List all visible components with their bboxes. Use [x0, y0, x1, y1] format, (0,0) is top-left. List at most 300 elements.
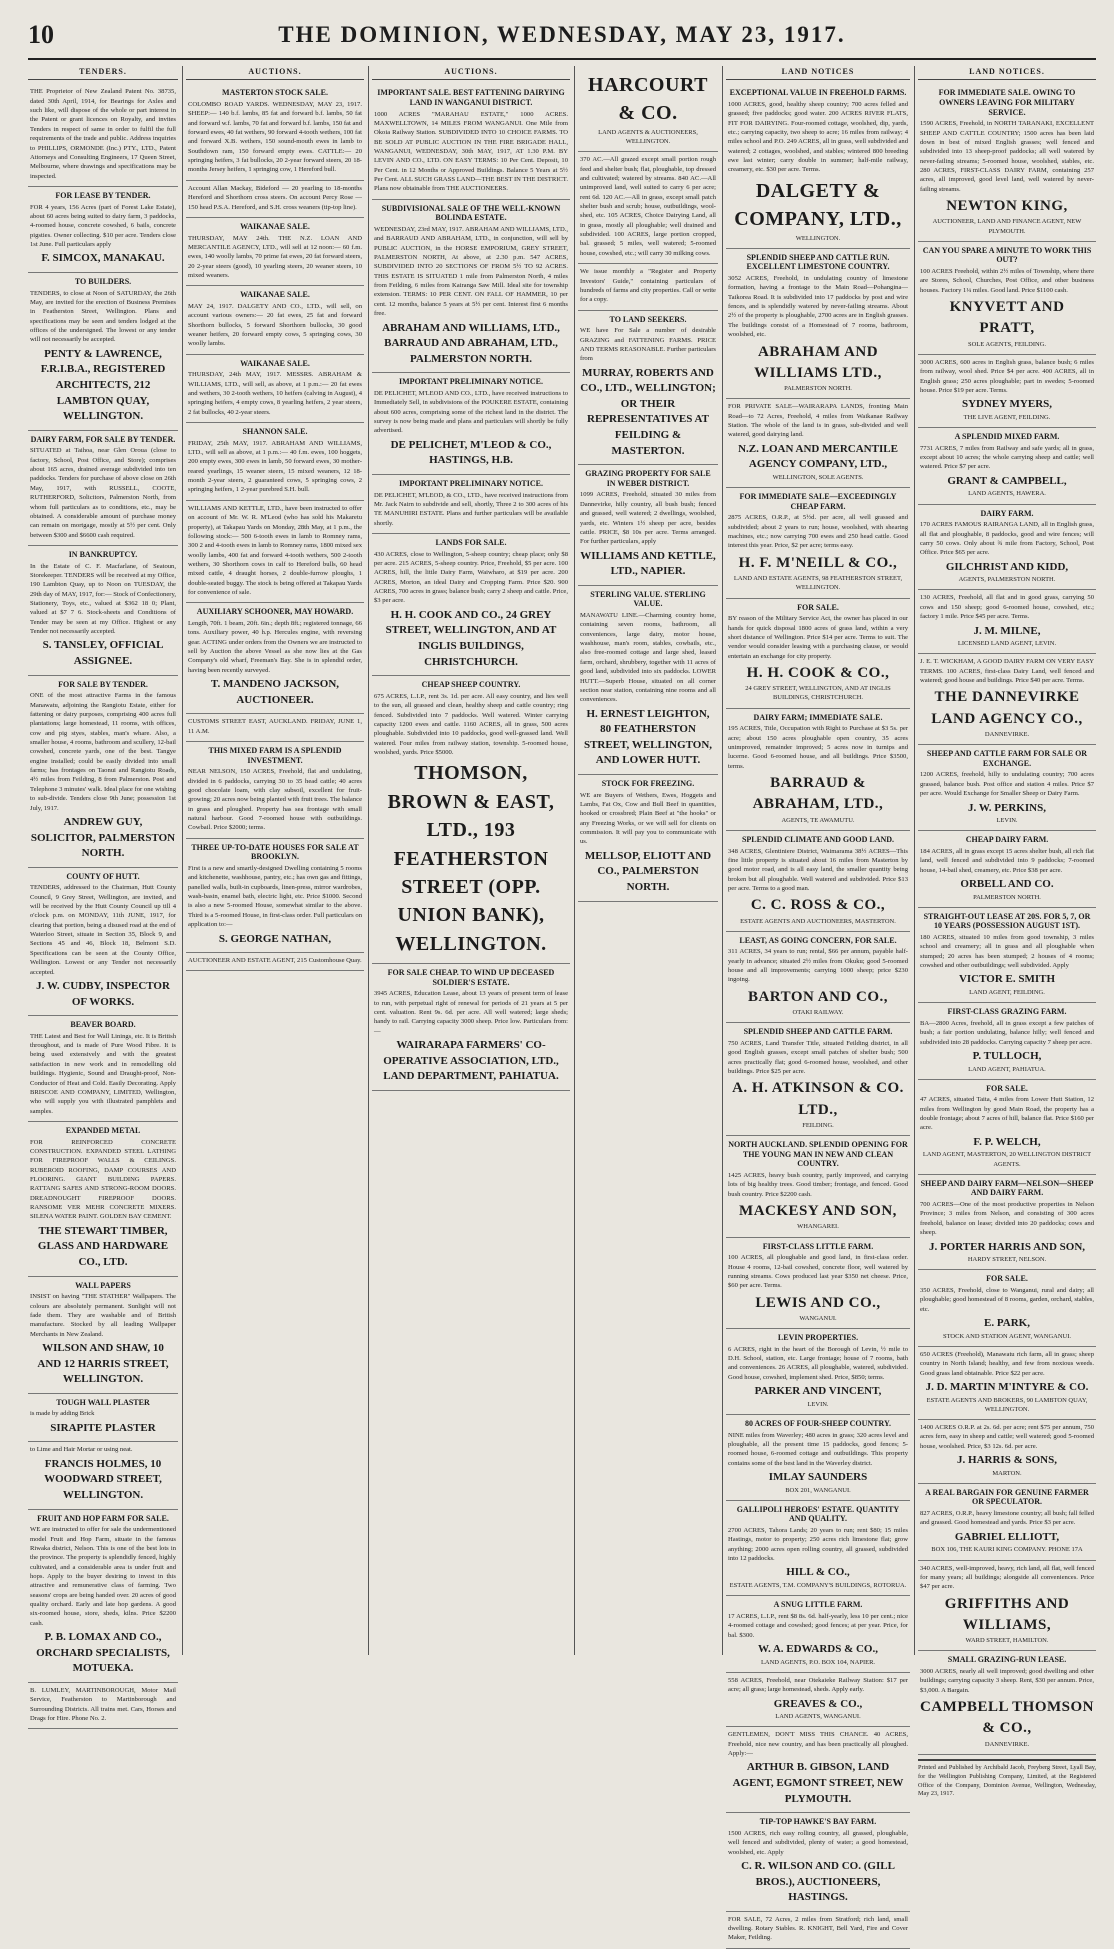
advertisement [186, 953, 364, 971]
advertisement [918, 590, 1096, 654]
ad-heading: FOR IMMEDIATE SALE—EXCEEDINGLY CHEAP FARM. [739, 492, 897, 511]
ad-body: 3052 ACRES, Freehold, in undulating country of limestone formation, having a frontage to the Main Road—Pohangina—Taikorea Road. It is subdivided into 17 paddocks by post and wire fences, and is splendidly watered by never-failing streams. About 2½ of the property is ploughable, 2700 acres are in English grasses. The buildings consist of a Homestead of 7 rooms, bathroom, woolshed, etc. [728, 275, 908, 339]
ad-heading: TIP-TOP HAWKE'S BAY FARM. [759, 1817, 877, 1827]
advertisement [918, 1561, 1096, 1652]
ad-heading: 80 ACRES OF FOUR-SHEEP COUNTRY. [744, 1418, 892, 1428]
ad-firm-address: WELLINGTON, SOLE AGENTS. [772, 474, 864, 481]
advertisement [186, 84, 364, 180]
advertisement [578, 775, 718, 902]
ad-body: 3000 ACRES, 600 acres in English grass, balance bush; 6 miles from railway, wool shed. Price $4 per acre. 400 ACRES, all in English grass; 250 acres ploughable; part in swedes; 5-roomed house. Price $19 per acre. Terms. [920, 358, 1094, 394]
ad-firm-name: E. PARK, [984, 1317, 1030, 1329]
advertisement [28, 273, 178, 431]
column-divider [574, 66, 575, 1655]
ad-firm-name: GREAVES & CO., [773, 1697, 863, 1710]
ad-heading: COUNTY OF HUTT. [66, 871, 140, 881]
advertisement [28, 676, 178, 868]
ad-heading: A SNUG LITTLE FARM. [773, 1600, 863, 1610]
ad-body: J. E. T. WICKHAM, A GOOD DAIRY FARM ON VERY EASY TERMS. 100 ACRES, first-class Dairy Land, well fenced and watered; good house and buildings. Price $40 per acre. Terms. [920, 658, 1094, 685]
ad-firm-name: ABRAHAM AND WILLIAMS LTD., [754, 343, 882, 381]
ad-body: NINE miles from Waverley; 480 acres in grass; 320 acres level and ploughable, all the present time 15 paddocks, good fences; 5-roomed house, 6-roomed cottage and outbuildings. This property contains some of the best land in the Waverley district. [728, 1431, 908, 1467]
ad-firm-name: DE PELICHET, M'LEOD & CO., HASTINGS, H.B. [390, 438, 552, 467]
ad-body: WE have For Sale a number of desirable GRAZING and FATTENING FARMS. PRICE AND TERMS REASONABLE. Further particulars from [580, 327, 716, 363]
ad-heading: CHEAP SHEEP COUNTRY. [421, 680, 521, 690]
ad-heading: SHEEP AND DAIRY FARM—NELSON—SHEEP AND DAIRY FARM. [920, 1178, 1094, 1198]
column-divider [914, 66, 915, 1655]
ad-firm-address: LEVIN. [996, 817, 1018, 825]
ad-body: We issue monthly a "Register and Property Investors' Guide," containing particulars of hundreds of farms and city properties. Call or write for a copy. [580, 268, 716, 304]
ad-heading: EXPANDED METAL [65, 1125, 141, 1135]
ad-firm-name: FRANCIS HOLMES, 10 WOODWARD STREET, WELLINGTON. [44, 1457, 162, 1501]
advertisement [726, 831, 910, 932]
ad-firm-name: J. W. PERKINS, [968, 801, 1046, 814]
ad-firm-address: LAND AGENTS, HAWERA. [968, 490, 1046, 498]
column-header: AUCTIONS. [372, 66, 570, 80]
ad-body: 6 ACRES, right in the heart of the Borough of Levin, ½ mile to D.H. School, station, etc. Large frontage; house of 7 rooms, bath and conveniences. 26 ACRES, all ploughable, watered, subdivided. Good house, cowshed, implement shed. Price, $850; terms. [728, 1345, 908, 1381]
ad-body: 1425 ACRES, heavy bush country, partly improved, and carrying lots of big healthy trees. Good timber; frontage, and fenced. Good bush country. Price $2200 cash. [728, 1171, 908, 1198]
ad-firm-name: ORBELL AND CO. [960, 878, 1054, 891]
ad-body: to Lime and Hair Mortar or using neat. [30, 1446, 133, 1454]
ad-heading: SHANNON SALE. [242, 427, 308, 437]
ad-firm-address: ESTATE AGENTS AND BROKERS, 90 LAMBTON QUAY, WELLINGTON. [926, 1396, 1088, 1413]
column-divider [368, 66, 369, 1655]
ad-firm-name: J. W. CUDBY, INSPECTOR OF WORKS. [36, 979, 170, 1008]
ad-body: 7731 ACRES, 7 miles from Railway and safe yards; all in grass, except about 10 acres; the whole carrying sheep and cattle; well watered. Price $7 per acre. [920, 444, 1094, 471]
advertisement [726, 1136, 910, 1237]
advertisement [918, 1175, 1096, 1270]
ad-body: 348 ACRES, Glentiniere District, Waimarama 38½ ACRES—This fine little property is situated about 16 miles from Masterton by good motor road, and is all easy land, the smaller quantity being broken but all ploughable. Well watered and subdivided. Price $13 per acre. Terms to a good man. [728, 847, 908, 892]
ad-body: TENDERS, addressed to the Chairman, Hutt County Council, 9 Grey Street, Wellington, are invited, and will be received by the Hutt County Council up till 4 o'clock p.m. on MONDAY, 11th JUNE, 1917, for clearing that portion, being a disused road at the end of Waterloo Street, situate in Section 35, Block 9, and Sections 45 and 46, Block 18, Belmont S.D. Specifications can be seen at the County Office, Wellington. Lowest or any Tender not necessarily accepted. [30, 884, 176, 976]
ad-heading: THIS MIXED FARM IS A SPLENDID INVESTMENT. [208, 746, 342, 765]
ad-body: FRIDAY, 25th MAY, 1917. ABRAHAM AND WILLIAMS, LTD., will sell as above, at 1 p.m.:— 40 f.m. ewes, 100 hoggets, 200 empty ewes, 300 ewes in lamb, 50 forward ewes, 30 mother-reared yearlings, 15 weaner steers, 15 mixed weaners, 12 18-month 2-year steers, 2 guaranteed cows, 5 springing cows, 2 springing heifers, 1 2-year purebred S.H. bull. [188, 439, 362, 494]
ad-body: GENTLEMEN, DON'T MISS THIS CHANCE. 40 ACRES, Freehold, nice new country, and has been practically all ploughed. Apply:— [728, 1731, 908, 1758]
ad-heading: STOCK FOR FREEZING. [601, 779, 695, 789]
ad-heading: FIRST-CLASS GRAZING FARM. [947, 1007, 1067, 1017]
advertisement [28, 1016, 178, 1122]
ad-firm-address: MARTON. [992, 1469, 1022, 1477]
advertisement [186, 714, 364, 742]
ad-heading: WALL PAPERS [75, 1280, 131, 1290]
ad-heading: DAIRY FARM; IMMEDIATE SALE. [753, 712, 883, 722]
ad-body: FOR PRIVATE SALE—WAIRARAPA LANDS, fronting Main Road—to 72 Acres, Freehold, 4 miles from Waikanae Railway Station. The whole of the land is in grass, sub-divided and well watered, good dairying land. [728, 403, 908, 439]
ad-body: ONE of the most attractive Farms in the famous Manawatu, adjoining the Rangiotu Estate, either for fattening or dairy purposes, comprising 400 acres full plantations; large homestead, 11 rooms, with offices, cow and pig styes, stables, man's whare. Also, a smaller house, 4 rooms, bathroom and scullery, 12-bail cowshed, concrete yards, one of the best. Tangye engine installed; could be easily divided into small farms; has frontages on Taonui and Rangiotu Roads, 4½ miles from Feilding, 8 from Palmerston. Post and Telephone 3 minutes' walk. Ideal place for one wishing to sub-divide. Tenders close 9th June; possession 1st July, 1917. [30, 692, 176, 812]
advertisement [186, 218, 364, 286]
column-auctions-stock [186, 66, 364, 1655]
ad-firm-name: P. TULLOCH, [972, 1049, 1042, 1062]
ad-heading: FIRST-CLASS LITTLE FARM. [762, 1241, 874, 1251]
advertisement [726, 399, 910, 488]
ad-firm-address: HARDY STREET, NELSON. [967, 1256, 1047, 1264]
column-header: LAND NOTICES [726, 66, 910, 80]
ad-body: 100 ACRES, all ploughable and good land, in first-class order. House 4 rooms, 12-bail cowshed, concrete floor, well watered by running streams. Cows produced last year $350 net cheese. Price, $60 per acre. Terms. [728, 1254, 908, 1290]
ad-firm-address: AGENTS, TE AWAMUTU. [781, 816, 855, 824]
ad-firm-address: STOCK AND STATION AGENT, WANGANUI. [942, 1332, 1072, 1340]
ad-body: FOR 4 years, 156 Acres (part of Forest Lake Estate), about 60 acres being suited to dairy farm, 3 paddocks, 4-roomed house, concrete cowshed, 6 bails, concrete pigsties. Owner collecting. $10 per acre. Tenders close 1st June. Full particulars apply [30, 203, 176, 248]
ad-firm-name: J. PORTER HARRIS AND SON, [928, 1240, 1086, 1253]
ad-firm-address: FEILDING. [802, 1121, 834, 1129]
ad-firm-name: HILL & CO., [786, 1566, 850, 1579]
newspaper-title: THE DOMINION, WEDNESDAY, MAY 23, 1917. [278, 22, 846, 47]
ad-firm-address: LAND AGENTS, WANGANUI. [775, 1713, 861, 1721]
advertisement [186, 181, 364, 218]
ad-firm-name: WILLIAMS AND KETTLE, LTD., NAPIER. [580, 549, 716, 578]
ad-firm-address: WHANGAREI. [797, 1223, 839, 1231]
ad-heading: LEVIN PROPERTIES. [777, 1333, 859, 1343]
ad-heading: FOR IMMEDIATE SALE. OWING TO OWNERS LEAVING FOR MILITARY SERVICE. [938, 88, 1076, 117]
ad-firm-name: THE DANNEVIRKE LAND AGENCY CO., [931, 689, 1083, 727]
advertisement [372, 964, 570, 1091]
ad-firm-name: MURRAY, ROBERTS AND CO., LTD., WELLINGTON; OR THEIR REPRESENTATIVES AT FEILDING & MASTERTON. [580, 366, 716, 457]
ad-heading: NORTH AUCKLAND. SPLENDID OPENING FOR THE YOUNG MAN IN NEW AND CLEAN COUNTRY. [728, 1140, 908, 1169]
ad-heading: A REAL BARGAIN FOR GENUINE FARMER OR SPECULATOR. [925, 1487, 1089, 1507]
ad-heading: FOR SALE CHEAP. TO WIND UP DECEASED SOLDIER'S ESTATE. [387, 968, 555, 987]
ad-body: 311 ACRES, 34 years to run; rental, $66 per annum, payable half-yearly in advance; situated 2½ miles from Okuku; good 5-roomed house and all improvements; carrying 1000 sheep; price $230 ingoing. [728, 948, 908, 984]
advertisement [28, 868, 178, 1016]
column-header: LAND NOTICES. [918, 66, 1096, 80]
ad-body: Length, 70ft. 1 beam, 20ft. 6in.; depth 8ft.; registered tonnage, 66 tons. Auxiliary power, 40 h.p. Hercules engine, with reversing gear. ACTING under orders from the Owners we are instructed to sell by Auction the above Vessel as she now lies at the Gas Company's old wharf, Freeman's Bay. She is in splendid order, having been recently surveyed. [188, 620, 362, 674]
ad-heading: FOR SALE. [986, 1274, 1028, 1284]
advertisement [726, 709, 910, 831]
ad-body: 350 ACRES, Freehold, close to Wanganui, rural and dairy; all ploughable; good homestead of 8 rooms, garden, orchard, stables, etc. [920, 1286, 1094, 1313]
ad-firm-address: LEVIN. [807, 1400, 829, 1408]
ad-firm-name: GRIFFITHS AND WILLIAMS, [944, 1595, 1070, 1633]
ad-firm-address: THE LIVE AGENT, FEILDING. [963, 413, 1051, 421]
ad-body: 47 ACRES, situated Taita, 4 miles from Lower Hutt Station, 12 miles from Wellington by good Main Road, the property has a double frontage; about 7 acres of hill, balance flat. Price $160 per acre. [920, 1096, 1094, 1132]
advertisement [186, 839, 364, 953]
ad-heading: STRAIGHT-OUT LEASE AT 20S. FOR 5, 7, OR 10 YEARS (POSSESSION AUGUST 1ST). [923, 911, 1091, 931]
ad-heading: IN BANKRUPTCY. [68, 549, 138, 559]
ad-heading: BEAVER BOARD. [70, 1020, 136, 1030]
ad-body: 750 ACRES, Land Transfer Title, situated Feilding district, in all good English grasses, except small patches of shelter bush; 500 acres practically flat; good 6-roomed house, woolshed, and other buildings. Price $25 per acre. [728, 1039, 908, 1076]
ad-firm-name: HARCOURT & CO. [588, 74, 708, 125]
advertisement [372, 475, 570, 534]
advertisement [726, 599, 910, 709]
ad-heading: STERLING VALUE. STERLING VALUE. [590, 589, 706, 609]
masthead [28, 18, 1096, 60]
ad-heading: CHEAP DAIRY FARM. [965, 835, 1049, 845]
ad-firm-name: WAIRARAPA FARMERS' CO-OPERATIVE ASSOCIATION, LTD., LAND DEPARTMENT, PAHIATUA. [383, 1039, 559, 1083]
advertisement [726, 1329, 910, 1415]
column-header: TENDERS. [28, 66, 178, 80]
ad-body: In the Estate of C. F. Macfarlane, of Seatoun, Storekeeper. TENDERS will be received at my Office, 190 Lambton Quay, up to Noon on TUESDAY, the 29th day of MAY, 1917, for:— Stock of Confectionery, Stationery, Toys, etc., valued at $362 18 0; Plant, valued at $7 7 6. Stock-sheets and Conditions of Tender may be seen at my Office. Highest or any Tender not necessarily accepted. [30, 562, 176, 636]
ad-heading: IMPORTANT PRELIMINARY NOTICE. [399, 377, 543, 387]
advertisement [28, 1683, 178, 1729]
ad-firm-name: ANDREW GUY, SOLICITOR, PALMERSTON NORTH. [30, 815, 176, 860]
advertisement [28, 1277, 178, 1394]
ad-firm-name: J. HARRIS & SONS, [957, 1454, 1057, 1467]
ad-body: 2875 ACRES, O.R.P., at 5½d. per acre, all well grassed and subdivided; about 2 years to run; house, woolshed, with shearing machines, etc.; now carrying 700 ewes and 250 head cattle. Good interest this year. Price, $2 per acre; terms easy. [728, 514, 908, 550]
ad-body: 2700 ACRES, Tahora Lands; 20 years to run; rent $80; 15 miles Hastings, motor to property; 250 acres rich limestone flat; grow anything; 2000 acres open rolling country, all grassed, subdivided into 12 paddocks. [728, 1527, 908, 1563]
advertisement [578, 586, 718, 775]
ad-body: 1200 ACRES, freehold, hilly to undulating country; 700 acres grassed, balance bush. Post office and station 4 miles. Price $7 per acre. Would Exchange for Smaller Sheep or Dairy Farm. [920, 771, 1094, 798]
ad-body: SITUATED at Taihoa, near Glen Oroua (close to factory, School, Post Office, and Store); comprises about 165 acres, drained average subdivided into ten paddocks. Tenders for purchase of above close on 26th May, 1917, with RUSSELL, COOTE, RUTHERFORD, Solicitors, Palmerston North, from whom full particulars as to conditions, etc., may be obtained. A considerable amount of purchase money can remain on mortgage, mostly at 5½ per cent. Only between $300 and $6600 cash required. [30, 447, 176, 539]
ad-body: 130 ACRES, Freehold, all flat and in good grass, carrying 50 cows and 150 sheep; good 6-roomed house, cowshed, etc.; factory 1 mile. Price $45 per acre. Terms. [920, 594, 1094, 621]
ad-firm-address: WANGANUI. [799, 1314, 837, 1322]
ad-heading: MASTERTON STOCK SALE. [222, 88, 328, 98]
ad-firm-name: ARTHUR B. GIBSON, LAND AGENT, EGMONT STREET, NEW PLYMOUTH. [732, 1761, 904, 1805]
advertisement [918, 505, 1096, 591]
advertisement [578, 152, 718, 264]
advertisement [918, 1420, 1096, 1484]
ad-heading: TO BUILDERS. [74, 276, 132, 286]
ad-body: DE PELICHET, M'LEOD, & CO., LTD., have received instructions from Mr. Jack Nairn to subdivide and sell, shortly, Three 2 to 300 acres of his TE MANUHIRI ESTATE. Plans and further particulars will be available shortly. [374, 491, 568, 527]
ad-body: 1099 ACRES, Freehold, situated 30 miles from Dannevirke, hilly country, all bush bush; fenced and grassed, well watered; 2 dwellings, woolshed, yards, etc. Winters 1½ sheep per acre, besides cattle. PRICE, $8 10s per acre. Terms arranged. For further particulars, apply [580, 491, 716, 546]
ad-firm-name: H. H. COOK & CO., [746, 664, 890, 681]
advertisement [28, 1442, 178, 1509]
ad-heading: DAIRY FARM, FOR SALE BY TENDER. [30, 434, 176, 444]
ad-firm-name: MELLSOP, ELIOTT AND CO., PALMERSTON NORTH. [584, 849, 712, 894]
ad-heading: CAN YOU SPARE A MINUTE TO WORK THIS OUT? [922, 245, 1092, 265]
ad-heading: FOR SALE BY TENDER. [58, 679, 148, 689]
ad-body: is made by adding Brick [30, 1410, 95, 1418]
ad-body: THURSDAY, MAY 24th. THE N.Z. LOAN AND MERCANTILE AGENCY, LTD., will sell at 12 noon:— 60 f.m. ewes, 140 woolly lambs, 70 prime fat ewes, 20 fat forward steers, 20 2-year steers (good), 10 yearling steers, 20 weaner steers, 10 mixed weaners. [188, 234, 362, 279]
advertisement [918, 1080, 1096, 1175]
ad-body: BY reason of the Military Service Act, the owner has placed in our hands for quick disposal 1800 acres of grass land, within a very short distance of Wellington. Price $14 per acre. Terms to suit. The vendor would consider leasing with a purchasing clause, or would entertain an exchange for city property. [728, 615, 908, 660]
ad-firm-address: OTAKI RAILWAY. [792, 1009, 844, 1017]
advertisement [726, 1023, 910, 1136]
ad-body: 340 ACRES, well-improved, heavy, rich land, all flat, well fenced for many years; all buildings; alongside all conveniences. Price $47 per acre. [920, 1564, 1094, 1591]
ad-firm-name: F. P. WELCH, [973, 1135, 1041, 1148]
ad-heading: THREE UP-TO-DATE HOUSES FOR SALE AT BROOKLYN. [191, 842, 359, 862]
ad-firm-name: GILCHRIST AND KIDD, [945, 560, 1069, 573]
advertisement [918, 1270, 1096, 1347]
advertisement [918, 1651, 1096, 1754]
ad-heading: IMPORTANT SALE. BEST FATTENING DAIRYING LAND IN WANGANUI DISTRICT. [377, 88, 565, 107]
ad-body: 100 ACRES Freehold, within 2½ miles of Township, where there are Stores, School, Churches, Post Office, and other business houses. Factory 1¼ miles. Good land. Price $1100 cash. [920, 267, 1094, 294]
ad-heading: AUXILIARY SCHOONER, MAY HOWARD. [196, 607, 354, 617]
ad-body: 827 ACRES, O.R.P., heavy limestone country; all bush; fall felled and grassed. Good homestead and yards. Price $3 per acre. [920, 1510, 1094, 1527]
advertisement [28, 187, 178, 273]
advertisement [726, 1238, 910, 1330]
advertisement [186, 286, 364, 354]
ad-body: 3000 ACRES, nearly all well improved; good dwelling and other buildings; carrying capacity 3 sheep. Rent, $30 per annum. Price, $3,000. A Bargain. [920, 1668, 1094, 1694]
ad-firm-address: AUCTIONEER, LAND AND FINANCE AGENT, NEW PLYMOUTH. [932, 218, 1082, 235]
printer-imprint: Printed and Published by Archibald Jacob, Freyberg Street, Lyall Bay, for the Wellington Publishing Company, Limited, at the Registered Office of the Company, Dominion Avenue, Wellington, Wednesday, May 23, 1917. [918, 1759, 1096, 1799]
ad-body: 430 ACRES, close to Wellington, 5-sheep country; cheap place; only $8 per acre. 215 ACRES, 5-sheep country. Price, Freehold, $5 per acre. 100 ACRES, hill, the little Dairy Farm, Waiwharo, at $19 per acre. 200 ACRES, Morton, an ideal Dairy and Cropping Farm. Price $20. 900 ACRES, 700 acres in grass; balance bush; carry 2 sheep and cattle. Price, $3 per acre. [374, 550, 568, 605]
ad-firm-name: SIRAPITE PLASTER [50, 1421, 156, 1434]
ad-firm-address: PALMERSTON NORTH. [784, 385, 852, 393]
ad-firm-name: KNYVETT AND PRATT, [949, 299, 1065, 337]
ad-firm-address: LAND AGENTS, P.O. BOX 104, NAPIER. [760, 1658, 876, 1666]
ad-heading: WAIKANAE SALE. [240, 290, 310, 300]
ad-firm-name: NEWTON KING, [946, 198, 1068, 215]
ad-firm-address: SOLE AGENTS, FEILDING. [968, 340, 1046, 348]
page-number: 10 [28, 20, 54, 49]
ad-heading: SMALL GRAZING-RUN LEASE. [947, 1655, 1067, 1665]
ad-firm-address: 24 GREY STREET, WELLINGTON, AND AT INGLIS BUILDINGS, CHRISTCHURCH. [745, 685, 891, 702]
ad-firm-name: CAMPBELL THOMSON & CO., [920, 1699, 1094, 1737]
ad-body: 180 ACRES, situated 10 miles from good township, 3 miles school and creamery; all in grass and all ploughable when stumped; 20 acres has been stumped; 2 houses of 4 rooms; cowshed and other outbuildings; well subdivided. Apply [920, 934, 1094, 970]
ad-heading: WAIKANAE SALE. [240, 221, 310, 231]
advertisement [918, 355, 1096, 428]
advertisement [918, 1003, 1096, 1080]
ad-body: FOR REINFORCED CONCRETE CONSTRUCTION. EXPANDED STEEL LATHING FOR FIREPROOF WALLS & CEILINGS. RUBEROID ROOFING, DAMP COURSES AND FLOORING. GIANT BUILDING PAPERS. RATTANG SAFES AND STRONG-ROOM DOORS. DREADNOUGHT FIREPROOF DOORS. RANSOME VER MEHR CONCRETE MIXERS. SILENA WATER PAINT. GOLDEN BAY CEMENT. [30, 1138, 176, 1221]
advertisement [28, 431, 178, 546]
ad-heading: SHEEP AND CATTLE FARM FOR SALE OR EXCHANGE. [926, 749, 1088, 768]
ad-body: 17 ACRES, L.I.P., rent $8 8s. 6d. half-yearly, less 10 per cent.; nice 4-roomed cottage and cowshed; good fences; at per year. Price, for bal. $300. [728, 1612, 908, 1639]
advertisement [726, 84, 910, 248]
ad-firm-name: THE STEWART TIMBER, GLASS AND HARDWARE CO., LTD. [37, 1224, 169, 1268]
advertisement [578, 465, 718, 586]
ad-firm-address: LICENSED LAND AGENT, LEVIN. [957, 640, 1057, 648]
ad-firm-name: C. R. WILSON AND CO. (GILL BROS.), AUCTIONEERS, HASTINGS. [741, 1859, 895, 1904]
ad-body: First is a new and smartly-designed Dwelling containing 5 rooms and kitchenette, washhouse, pantry, etc.; has own gas and fittings, panelled walls, built-in cupboards, linen-press, mirror wardrobes, wash-basin, enamel bath, electric light, etc. Price $1000. Second is also a new 5-roomed House, somewhat similar to the above. Third is a 5-roomed House, in first-class order. Full particulars on application to:— [188, 865, 362, 929]
ad-firm-address: AGENTS, PALMERSTON NORTH. [958, 576, 1056, 584]
advertisement [186, 501, 364, 604]
ad-body: THE Latest and Best for Wall Linings, etc. It is British throughout, and is made of Pure Wood Fibre. It is being used extensively and with the greatest satisfaction in new work and in remodelling old buildings. Hygienic, Sound and Draught-proof, Non-Conductor of Heat and Cold. Easily Decorating. Apply BRISCOE AND COMPANY, LIMITED, Wellington, who will supply you with illustrated pamphlets and samples. [30, 1032, 176, 1115]
ad-firm-name: DALGETY & COMPANY, LTD., [734, 179, 902, 231]
ad-firm-name: W. A. EDWARDS & CO., [757, 1642, 878, 1655]
ad-firm-name: BARRAUD & ABRAHAM, LTD., [752, 775, 884, 813]
advertisement [726, 932, 910, 1024]
advertisement [578, 66, 718, 152]
ad-heading: IMPORTANT PRELIMINARY NOTICE. [399, 479, 543, 488]
ad-body: 558 ACRES, Freehold, near Otekaieke Railway Station: $17 per acre; all grass; large homestead, sheds. Apply early. [728, 1676, 908, 1694]
ad-firm-address: PALMERSTON NORTH. [973, 893, 1041, 901]
ad-body: 195 ACRES, Title, Occupation with Right to Purchase at $3 5s. per acre; about 150 acres ploughable open country, 35 acres unimproved, remainder improved; 5 acres now in turnips and lucerne. Good 6-roomed house, and all buildings. Price $3500, terms. [728, 725, 908, 770]
ad-body: 170 ACRES FAMOUS RAIRANGA LAND, all in English grass, all flat and ploughable, 8 paddocks, good and wire fences; will carry 50 cows. Only about ¾ mile from Factory, School, Post Office. Price $65 per acre. [920, 521, 1094, 557]
advertisement [726, 488, 910, 598]
ad-firm-name: IMLAY SAUNDERS [768, 1471, 868, 1484]
ad-firm-address: LAND AGENT, PAHIATUA. [968, 1065, 1046, 1073]
ad-firm-address: WARD STREET, HAMILTON. [965, 1637, 1049, 1645]
advertisement [918, 242, 1096, 355]
ad-firm-address: LAND AGENT, FEILDING. [969, 989, 1045, 997]
advertisement [918, 1347, 1096, 1420]
ad-body: Account Allan Mackay, Bideford — 20 yearling to 18-months Hereford and Shorthorn cross steers. On account Percy Rose — 150 head P.S.A. Hereford, and S.H. cross weaners (tip-top line). [188, 184, 362, 211]
ad-body: WE are Buyers of Wethers, Ewes, Hoggets and Lambs, Fat Ox, Cow and Bull Beef in quantities, hooked or crossbred; Plain Beef at "the hooks" or any Freezing Works, or we will sell for clients on commission. It will pay you to communicate with us. [580, 791, 716, 846]
advertisement [186, 355, 364, 423]
advertisement [28, 1510, 178, 1683]
advertisement [186, 423, 364, 501]
ad-firm-address: ESTATE AGENTS, T.M. COMPANY'S BUILDINGS, ROTORUA. [729, 1582, 907, 1590]
ad-body: MANAWATU LINE.—Charming country home, containing seven rooms, bathroom, all conveniences, large dairy, motor house, washhouse, man's room, stables, cowbails, etc., also free-roomed cottage and large shed, leased farm, orchard, shrubbery, together with 11 acres of good land, subdivided into six paddocks. LOWER HUTT.—Superb House, situated on all corner section near station, containing nine rooms and all conveniences. [580, 612, 716, 704]
ad-firm-address: BOX 106, THE KAURI KING COMPANY. PHONE 17A [931, 1546, 1083, 1554]
ad-firm-name: J. D. MARTIN M'INTYRE & CO. [925, 1380, 1089, 1393]
ad-heading: FOR SALE. [986, 1083, 1028, 1093]
ad-body: NEAR NELSON, 150 ACRES, Freehold, flat and undulating, divided in 6 paddocks, carrying 30 to 35 head cattle; 40 acres good chocolate loam, with clay subsoil, excellent for fruit-growing; 20 acres now being planted with fruit trees. The balance in grass and ploughed. Property has sea frontage with small natural harbour. Good 7-roomed house with outbuildings. Cowbail. Price $2000; terms. [188, 768, 362, 832]
ad-firm-name: A. H. ATKINSON & CO. LTD., [732, 1080, 904, 1118]
advertisement [28, 1394, 178, 1443]
ad-heading: SPLENDID SHEEP AND CATTLE FARM. [743, 1027, 893, 1037]
ad-firm-address: WELLINGTON. [795, 234, 841, 242]
ad-body: 675 ACRES, L.I.P., rent 3s. 1d. per acre. All easy country, and lies well to the sun, all grassed and clean, healthy sheep and cattle country; ring fenced. Subdivided into 7 paddocks. Well watered. Winter carrying capacity 1200 ewes and cattle. 1160 ACRES, all in grass, 500 acres ploughable. Subdivided into 10 paddocks, good well-grassed land. Well watered. Four miles from railway station, township. 5-roomed house, woolshed, yards. Price $5000. [374, 692, 568, 756]
ad-firm-address: BOX 201, WANGANUI. [785, 1486, 851, 1494]
ad-body: COLOMBO ROAD YARDS. WEDNESDAY, MAY 23, 1917. SHEEP:— 140 b.f. lambs, 85 fat and forward b.f. lambs, 50 fat and forward w.f. lambs, 70 fat and forward b.f. lambs, 150 fat and forward ewes, 40 fat wethers, 90 forward 4-tooth wethers, 100 fat and forward X.B. wethers, 150 sound-mouth ewes in lamb to Southdown ram, 150 forward empty ewes. CATTLE:— 20 springing heifers, 3 fat bullocks, 20 2-year forward steers, 20 18-months Jersey heifers, 1 springing cow, 1 Hereford bull. [188, 100, 362, 174]
column-land-notices [726, 66, 910, 1942]
ad-firm-name: MACKESY AND SON, [739, 1203, 897, 1220]
advertisement [372, 200, 570, 374]
ad-firm-address: LAND AGENT, MASTERTON, 20 WELLINGTON DISTRICT AGENTS. [922, 1151, 1092, 1168]
ad-body: INSIST on having "THE STATHER" Wallpapers. The colours are absolutely permanent. Sunlight will not fade them. They are washable and of British manufacture. Stocked by all leading Wallpaper Merchants in New Zealand. [30, 1293, 176, 1338]
ad-heading: TO LAND SEEKERS. [609, 314, 687, 324]
advertisement [726, 1673, 910, 1728]
advertisement [372, 84, 570, 199]
ad-firm-name: P. B. LOMAX AND CO., ORCHARD SPECIALISTS, MOTUEKA. [36, 1631, 170, 1675]
ad-body: THURSDAY, 24th MAY, 1917. MESSRS. ABRAHAM & WILLIAMS, LTD., will sell, as above, at 1 p.m.:— 20 fat ewes and wethers, 30 2-tooth wethers, 10 heifers (calving in August), 4 springing heifers, 4 empty cows, 8 yearling heifers, 2 year steers, 2 fat bullocks, 40 2-year steers. [188, 371, 362, 416]
advertisement [918, 428, 1096, 505]
column-auctions-estates [372, 66, 570, 1655]
advertisement [372, 676, 570, 964]
ad-firm-name: H. ERNEST LEIGHTON, 80 FEATHERSTON STREET, WELLINGTON, AND LOWER HUTT. [583, 707, 713, 767]
ad-body: 3945 ACRES, Education Lease, about 13 years of present term of lease to run, with perpetual right of renewal for periods of 21 years at 5 per cent. valuation. Rent 9s. 6d. per acre. All well watered; large sheds; handy to rail. Carrying capacity 3000 sheep. Price low. Particulars from:— [374, 990, 568, 1035]
ad-firm-name: S. GEORGE NATHAN, [218, 932, 332, 945]
ad-body: WEDNESDAY, 23rd MAY, 1917. ABRAHAM AND WILLIAMS, LTD., and BARRAUD AND ABRAHAM, LTD., in conjunction, will sell by PUBLIC AUCTION, in the HORSE EMPORIUM, GREY STREET, PALMERSTON NORTH, At above, at 2.30 p.m. 547 ACRES, SUBDIVIDED INTO 20 SECTIONS OF FROM 5½ TO 92 ACRES. THIS ESTATE IS SITUATED 1 mile from Palmerston North, 4 miles from Feilding, 6 miles from Kairanga Saw Mill. Ideal site for township extension. TERMS: 10 PER CENT. ON FALL OF HAMMER, 10 per cent. 12 months, balance 5 years at 5½ per cent. Interest first 6 months free. [374, 225, 568, 318]
column-header: AUCTIONS. [186, 66, 364, 80]
advertisement [726, 1813, 910, 1912]
ad-heading: GRAZING PROPERTY FOR SALE IN WEBER DISTRICT. [585, 469, 711, 488]
advertisement [186, 603, 364, 714]
ad-heading: GALLIPOLI HEROES' ESTATE. QUANTITY AND QUALITY. [736, 1504, 900, 1524]
advertisement [726, 1912, 910, 1949]
ad-body: 370 AC.—All grazed except small portion rough feed and shelter bush; flat, ploughable, top dressed and cultivated; watered by streams. 840 AC.—All unimproved land, well suited to carry 6 per acre; rent 6d. 120 AC.—All in grass, except small patch shelter bush and scrub; house, outbuildings, wool-shed, etc. 105 ACRES, Choice Dairying Land, all in grass, mostly all ploughable; well drained and subdivided. 100 ACRES, large portion cropped, bal. grassed; 5 miles, well watered; 5-roomed house, cowshed, etc.; will carry 30 milking cows. [580, 156, 716, 257]
column-divider [722, 66, 723, 1655]
ad-heading: FRUIT AND HOP FARM FOR SALE. [37, 1513, 169, 1523]
ad-firm-name: BARTON AND CO., [747, 988, 889, 1005]
advertisement [28, 84, 178, 187]
advertisement [726, 1596, 910, 1673]
advertisement [918, 1484, 1096, 1561]
ad-body: 1590 ACRES, Freehold, in NORTH TARANAKI, EXCELLENT SHEEP AND CATTLE COUNTRY; 1500 acres has been laid down in best of mixed English grasses; well fenced and subdivided into 13 sheep-proof paddocks; all well watered by never-failing streams; 5-roomed house, woolshed, stables, etc. 280 ACRES, FIRST-CLASS DAIRY FARM, containing 257 acres, all improved, good level land, well watered by never-failing streams. [920, 120, 1094, 193]
ad-firm-address: LAND AGENTS & AUCTIONEERS, WELLINGTON. [598, 128, 698, 145]
ad-heading: SPLENDID SHEEP AND CATTLE RUN. EXCELLENT LIMESTONE COUNTRY. [746, 252, 890, 272]
ad-body: TENDERS, to close at Noon of SATURDAY, the 26th May, are invited for the erection of Business Premises in Featherston Street, Wellington. Plans and specifications may be seen and tenders lodged at the offices of the undersigned. The lowest or any tender will not necessarily be accepted. [30, 289, 176, 344]
ad-body: AUCTIONEER AND ESTATE AGENT, 215 Customhouse Quay. [188, 957, 362, 965]
advertisement [28, 1122, 178, 1277]
ad-firm-name: GABRIEL ELLIOTT, [954, 1530, 1060, 1543]
ad-body: WILLIAMS AND KETTLE, LTD., have been instructed to offer on account of Mr. W. R. M'Leod (who has sold his Makaretu property), at Takapau Yards on Monday, 28th May, at 1 p.m., the following stock:— 500 6-tooth ewes in lamb to Romney rams, 300 2 and 4-tooth ewes in lamb to Romney rams, 1800 mixed sex woolly lambs, 400 fat and forward 4-tooth wethers, 500 2-tooth wethers, 30 Shorthorn cows in calf to Hereford bulls, 60 head mixed cattle, 4 draught horses, 2 double-furrow ploughs, 1 double-seated buggy. The stock is being offered at Takapau Yards for convenience of sale. [188, 504, 362, 597]
ad-firm-name: S. TANSLEY, OFFICIAL ASSIGNEE. [42, 639, 164, 668]
advertisement [918, 745, 1096, 831]
ad-body: DE PELICHET, M'LEOD AND CO., LTD., have received instructions to Immediately Sell, in subdivisions of the POUKERE ESTATE, containing about 600 acres, comprising some of the richest land in the district. The survey is now being made and plans and particulars will shortly be fully advertised. [374, 389, 568, 435]
column-divider [182, 66, 183, 1655]
column-land-notices-right [918, 66, 1096, 1798]
ad-heading: WAIKANAE SALE. [240, 358, 310, 368]
advertisement [726, 1727, 910, 1813]
ad-heading: LANDS FOR SALE. [435, 538, 507, 548]
ad-heading: EXCEPTIONAL VALUE IN FREEHOLD FARMS. [729, 88, 907, 98]
advertisement [918, 654, 1096, 745]
ad-body: 1500 ACRES, rich easy rolling country, all grassed, ploughable, well fenced and subdivided, plenty of water; a good homestead, woolshed, etc. Apply [728, 1829, 908, 1856]
advertisement [726, 1415, 910, 1501]
ad-firm-address: ESTATE AGENTS AND AUCTIONEERS, MASTERTON. [740, 917, 896, 925]
ad-body: 650 ACRES (Freehold), Manawatu rich farm, all in grass; sheep country in North Island; healthy, and few from noxious weeds. Good grass land obtainable. Price $22 per acre. [920, 1350, 1094, 1377]
ad-body: BA—2800 Acres, freehold, all in grass except a few patches of bush; a fair portion undulating, balance hilly; well fenced and subdivided into 28 paddocks. Carrying capacity 7 sheep per acre. [920, 1019, 1094, 1046]
ad-firm-name: J. M. MILNE, [973, 624, 1041, 637]
ad-firm-name: THOMSON, BROWN & EAST, LTD., 193 FEATHERSTON STREET (OPP. UNION BANK), WELLINGTON. [387, 762, 555, 955]
advertisement [28, 546, 178, 676]
ad-firm-name: ABRAHAM AND WILLIAMS, LTD., BARRAUD AND ABRAHAM, LTD., PALMERSTON NORTH. [382, 321, 560, 365]
ad-firm-name: H. F. M'NEILL & CO., [738, 554, 898, 571]
ad-body: 1400 ACRES O.R.P. at 2s. 6d. per acre; rent $75 per annum, 750 acres fern, easy in sheep and cattle; well watered; good 5-roomed house, woolshed. Price, $3 12s. 6d. per acre. [920, 1423, 1094, 1450]
ad-firm-name: PARKER AND VINCENT, [754, 1385, 882, 1398]
ad-firm-name: LEWIS AND CO., [755, 1294, 881, 1311]
column-tenders [28, 66, 178, 1723]
ad-firm-name: PENTY & LAWRENCE, F.R.I.B.A., REGISTERED ARCHITECTS, 212 LAMBTON QUAY, WELLINGTON. [40, 347, 166, 423]
ad-firm-name: N.Z. LOAN AND MERCANTILE AGENCY COMPANY, LTD., [738, 442, 898, 471]
ad-body: CUSTOMS STREET EAST, AUCKLAND. FRIDAY, JUNE 1, 11 A.M. [188, 718, 362, 735]
ad-heading: SUBDIVISIONAL SALE OF THE WELL-KNOWN BOLINDA ESTATE. [381, 203, 561, 223]
advertisement [918, 908, 1096, 1003]
ad-firm-address: LAND AND ESTATE AGENTS, 98 FEATHERSTON STREET, WELLINGTON. [733, 575, 903, 592]
ad-firm-name: C. C. ROSS & CO., [750, 897, 886, 914]
ad-firm-address: DANNEVIRKE. [984, 731, 1030, 739]
ad-body: 1000 ACRES "MARAHAU ESTATE," 1000 ACRES. MAXWELLTOWN, 14 MILES FROM WANGANUI. One Mile from Okoia Railway Station. SUBDIVIDED INTO 10 CHOICE FARMS. TO BE SOLD AT PUBLIC AUCTION IN THE FIRE BRIGADE HALL, WANGANUI, WEDNESDAY, 30th MAY, 1917, AT 1.30 P.M. BY LEVIN AND CO., LTD. ON EASY TERMS: 10 Per Cent. Deposit, 10 Per Cent. in 12 Months or Approved Buildings. Balance 5 Years at 5½ Per Cent. ALL SUCH GRASS LAND—THE BEST IN THE DISTRICT. Plans now obtainable from THE AUCTIONEERS. [374, 110, 568, 193]
ad-body: B. LUMLEY, MARTINBOROUGH, Motor Mail Service, Featherston to Martinborough and Surrounding Districts. All trains met. Cars, Horses and Drags for Hire. Phone No. 2. [30, 1686, 176, 1723]
ad-heading: LEAST, AS GOING CONCERN, FOR SALE. [739, 935, 897, 945]
ad-heading: DAIRY FARM. [980, 508, 1034, 518]
ad-firm-name: F. SIMCOX, MANAKAU. [41, 252, 165, 265]
ad-heading: FOR SALE. [797, 602, 839, 612]
